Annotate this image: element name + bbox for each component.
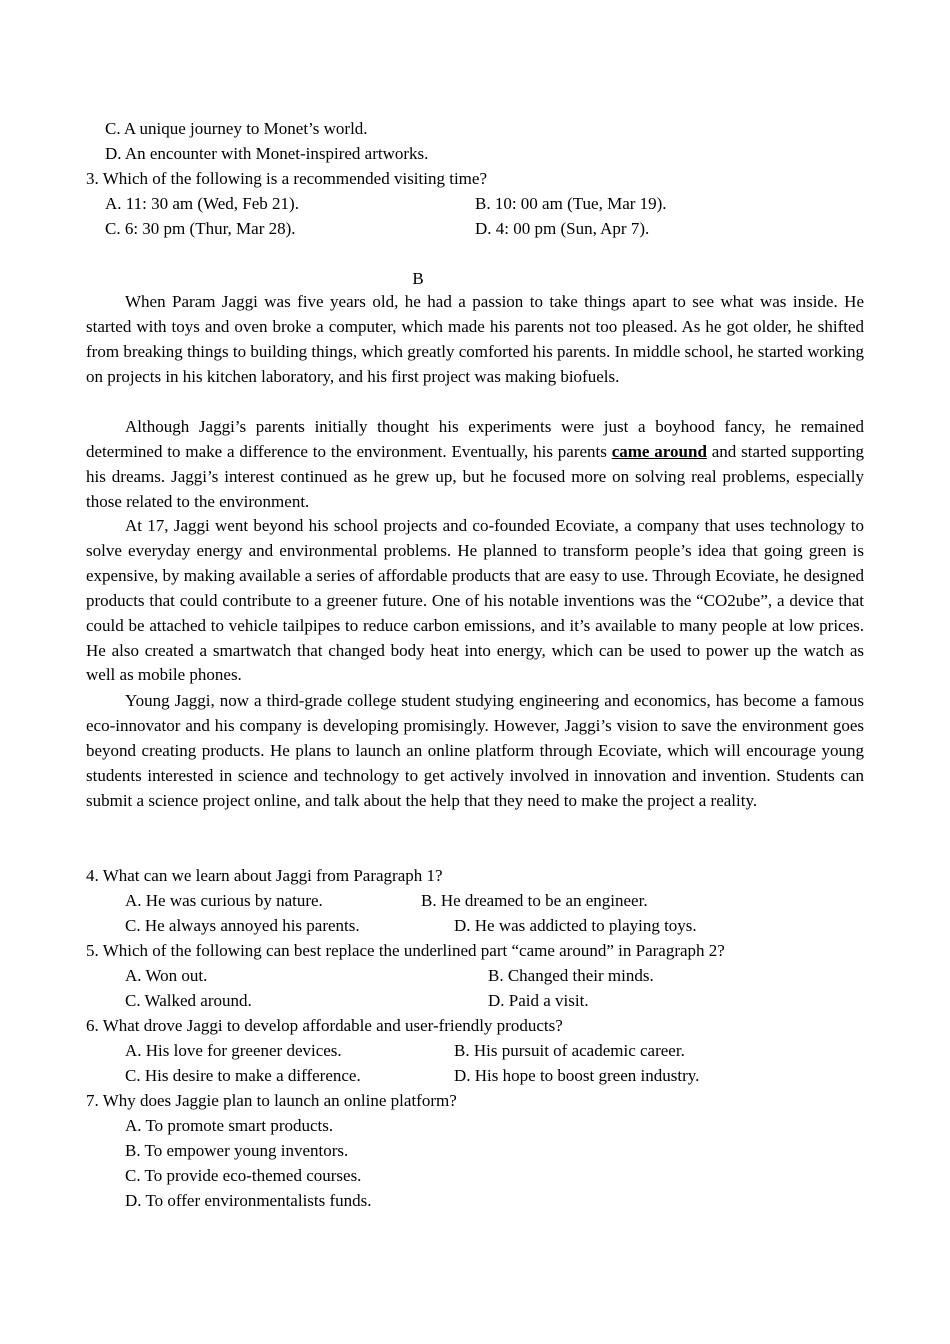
- passage-paragraph-2-end: and started supporting his dreams. Jaggi’s interest continued as he grew up, but he focused more on solving real problems, especially those related to the environment.: [86, 441, 864, 511]
- passage-paragraph-2: [86, 415, 864, 515]
- q2-option-c: C. A unique journey to Monet’s world.: [105, 119, 368, 138]
- q7-option-d: D. To offer environmentalists funds.: [125, 1191, 372, 1210]
- q3-stem: 3. Which of the following is a recommended visiting time?: [86, 169, 487, 188]
- q5-stem: 5. Which of the following can best replace the underlined part “came around” in Paragraph 2?: [86, 941, 725, 960]
- q7-option-b: B. To empower young inventors.: [125, 1141, 349, 1160]
- passage-paragraph-3: At 17, Jaggi went beyond his school projects and co-founded Ecoviate, a company that uses technology to solve everyday energy and environmental problems. He planned to transform people’s idea that going green is expensive, by making available a series of affordable products that are easy to use. Through Ecoviate, he designed products that could contribute to a greener future. One of his notable inventions was the “CO2ube”, a device that could be attached to vehicle tailpipes to reduce carbon emissions, and it’s available to many people at low prices. He also created a smartwatch that changed body heat into energy, which can be used to power up the watch as well as mobile phones.: [86, 516, 864, 685]
- q3-option-c: C. 6: 30 pm (Thur, Mar 28).: [105, 219, 296, 238]
- q4-option-b: B. He dreamed to be an engineer.: [421, 891, 648, 910]
- q7-option-a: A. To promote smart products.: [125, 1116, 334, 1135]
- q6-option-a: A. His love for greener devices.: [125, 1041, 342, 1060]
- q6-option-c: C. His desire to make a difference.: [125, 1066, 361, 1085]
- underlined-phrase: came around: [611, 441, 707, 461]
- q5-option-b: B. Changed their minds.: [488, 966, 654, 985]
- q5-option-d: D. Paid a visit.: [488, 991, 589, 1010]
- q7-option-c: C. To provide eco-themed courses.: [125, 1166, 362, 1185]
- q3-option-a: A. 11: 30 am (Wed, Feb 21).: [105, 194, 299, 213]
- q5-option-a: A. Won out.: [125, 966, 208, 985]
- q6-option-b: B. His pursuit of academic career.: [454, 1041, 685, 1060]
- q3-option-b: B. 10: 00 am (Tue, Mar 19).: [475, 194, 667, 213]
- q7-stem: 7. Why does Jaggie plan to launch an online platform?: [86, 1091, 457, 1110]
- q4-option-a: A. He was curious by nature.: [125, 891, 323, 910]
- q4-option-c: C. He always annoyed his parents.: [125, 916, 360, 935]
- q4-option-d: D. He was addicted to playing toys.: [454, 916, 697, 935]
- q3-option-d: D. 4: 00 pm (Sun, Apr 7).: [475, 219, 650, 238]
- q2-option-d: D. An encounter with Monet-inspired artworks.: [105, 144, 429, 163]
- passage-paragraph-4: Young Jaggi, now a third-grade college student studying engineering and economics, has become a famous eco-innovator and his company is developing promisingly. However, Jaggi’s vision to save the environment goes beyond creating products. He plans to launch an online platform through Ecoviate, which will encourage young students interested in science and technology to get actively involved in innovation and invention. Students can submit a science project online, and talk about the help that they need to make the project a reality.: [86, 691, 864, 810]
- q5-option-c: C. Walked around.: [125, 991, 252, 1010]
- q4-stem: 4. What can we learn about Jaggi from Paragraph 1?: [86, 866, 443, 885]
- q6-option-d: D. His hope to boost green industry.: [454, 1066, 700, 1085]
- section-b-heading: B: [412, 269, 424, 288]
- passage-paragraph-2-start: Although Jaggi’s parents initially thought his experiments were just a boyhood fancy, he remained determined to make a difference to the environment. Eventually, his parents: [86, 417, 864, 461]
- passage-paragraph-1: When Param Jaggi was five years old, he had a passion to take things apart to see what was inside. He started with toys and oven broke a computer, which made his parents not too pleased. As he got older, he shifted from breaking things to building things, which greatly comforted his parents. In middle school, he started working on projects in his kitchen laboratory, and his first project was making biofuels.: [86, 292, 864, 386]
- q6-stem: 6. What drove Jaggi to develop affordable and user-friendly products?: [86, 1016, 563, 1035]
